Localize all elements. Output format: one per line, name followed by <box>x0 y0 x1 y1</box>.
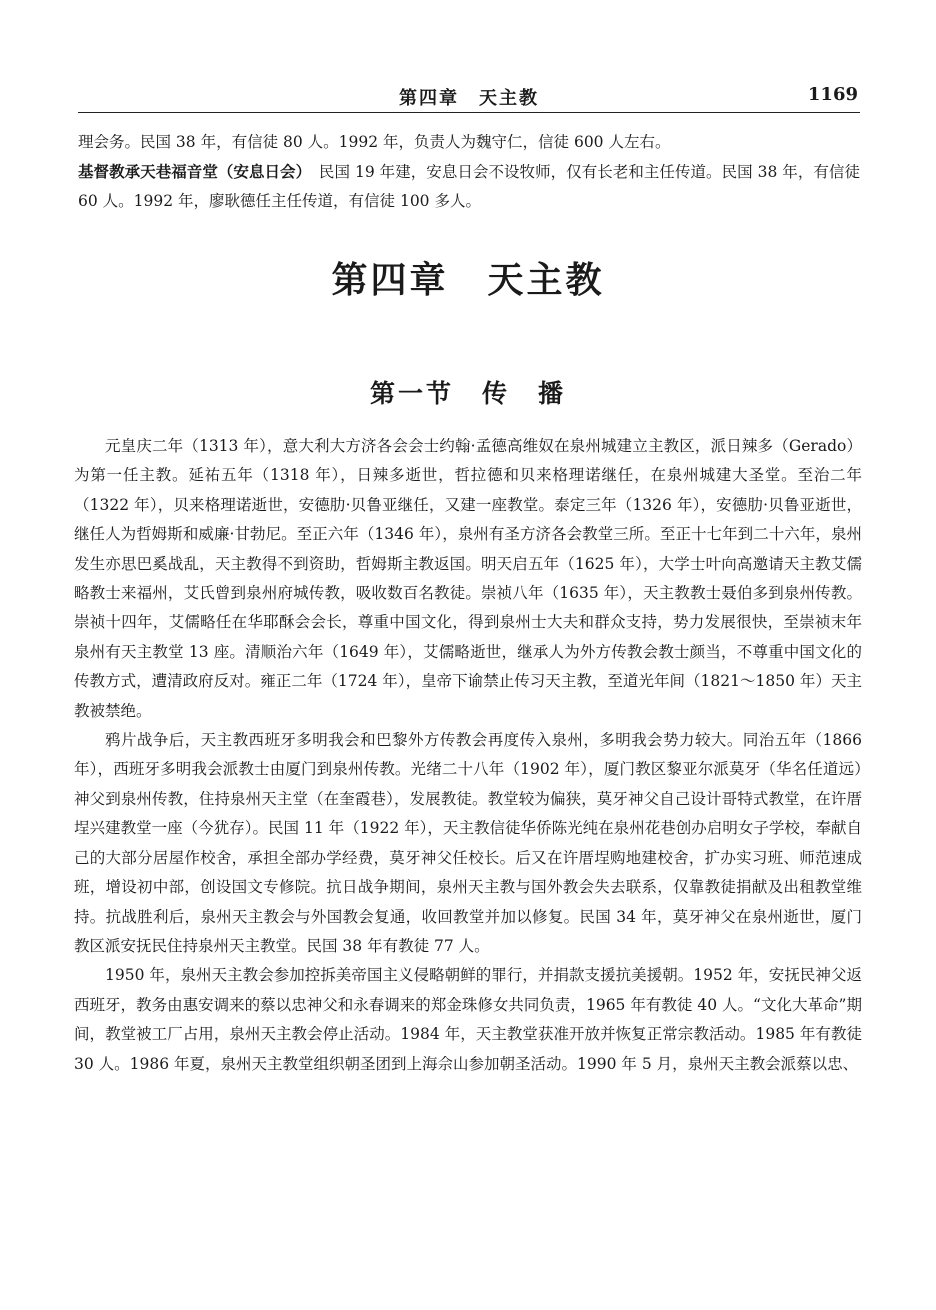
body-paragraph: 1950 年，泉州天主教会参加控拆美帝国主义侵略朝鲜的罪行，并捐款支援抗美援朝。1952 年，安抚民神父返西班牙，教务由惠安调来的蔡以忠神父和永春调来的郑金珠修女共同负责，1965 年有教徒 40 人。“文化大革命”期间，教堂被工厂占用，泉州天主教会停止活动。1984 年，天主教堂获准开放并恢复正常宗教活动。1985 年有教徒 30 人。1986 年夏，泉州天主教堂组织朝圣团到上海佘山参加朝圣活动。1990 年 5 月，泉州天主教会派蔡以忠、 <box>74 966 862 1073</box>
body-paragraph: 鸦片战争后，天主教西班牙多明我会和巴黎外方传教会再度传入泉州，多明我会势力较大。同治五年（1866 年），西班牙多明我会派教士由厦门到泉州传教。光绪二十八年（1902 年），厦门教区黎亚尔派莫牙（华名任道远）神父到泉州传教，住持泉州天主堂（在奎霞巷），发展教徒。教堂较为偏狭，莫牙神父自己设计哥特式教堂，在许厝埕兴建教堂一座（今犹存）。民国 11 年（1922 年），天主教信徒华侨陈光纯在泉州花巷创办启明女子学校，奉献自己的大部分居屋作校舍，承担全部办学经费，莫牙神父任校长。后又在许厝埕购地建校舍，扩办实习班、师范速成班，增设初中部，创设国文专修院。抗日战争期间，泉州天主教与国外教会失去联系，仅靠教徒捐献及出租教堂维持。抗战胜利后，泉州天主教会与外国教会复通，收回教堂并加以修复。民国 34 年，莫牙神父在泉州逝世，厦门教区派安抚民住持泉州天主教堂。民国 38 年有教徒 77 人。 <box>74 731 862 955</box>
section-body <box>74 432 862 1079</box>
page-header <box>78 80 860 113</box>
running-title: 第四章 天主教 <box>399 88 539 109</box>
page-number: 1169 <box>807 84 858 105</box>
previous-section <box>78 128 860 216</box>
previous-paragraph-2 <box>78 157 860 216</box>
church-name: 基督教承天巷福音堂（安息日会） <box>78 162 304 181</box>
body-paragraph: 元皇庆二年（1313 年），意大利大方济各会会士约翰·孟德高维奴在泉州城建立主教区，派日辣多（Gerado）为第一任主教。延祐五年（1318 年），日辣多逝世，哲拉德和贝来格理诺继任，在泉州城建大圣堂。至治二年（1322 年），贝来格理诺逝世，安德肋·贝鲁亚继任，又建一座教堂。泰定三年（1326 年），安德肋·贝鲁亚逝世，继任人为哲姆斯和威廉·甘勃尼。至正六年（1346 年），泉州有圣方济各会教堂三所。至正十七年到二十六年，泉州发生亦思巴奚战乱，天主教得不到资助，哲姆斯主教返国。明天启五年（1625 年），大学士叶向高邀请天主教艾儒略教士来福州，艾氏曾到泉州府城传教，吸收数百名教徒。崇祯八年（1635 年），天主教教士聂伯多到泉州传教。崇祯十四年，艾儒略任在华耶酥会会长，尊重中国文化，得到泉州士大夫和群众支持，势力发展很快，至崇祯末年泉州有天主教堂 13 座。清顺治六年（1649 年），艾儒略逝世，继承人为外方传教会教士颜当，不尊重中国文化的传教方式，遭清政府反对。雍正二年（1724 年），皇帝下谕禁止传习天主教，至道光年间（1821～1850 年）天主教被禁绝。 <box>74 437 862 720</box>
church-description: 民国 19 年建，安息日会不设牧师，仅有长老和主任传道。民国 38 年，有信徒 60 人。1992 年，廖耿德任主任传道，有信徒 100 多人。 <box>78 163 860 210</box>
previous-paragraph-1: 理会务。民国 38 年，有信徒 80 人。1992 年，负责人为魏守仁，信徒 600 人左右。 <box>78 133 671 151</box>
chapter-title: 第四章 天主教 <box>331 260 605 301</box>
section-title: 第一节 传 播 <box>369 379 566 408</box>
